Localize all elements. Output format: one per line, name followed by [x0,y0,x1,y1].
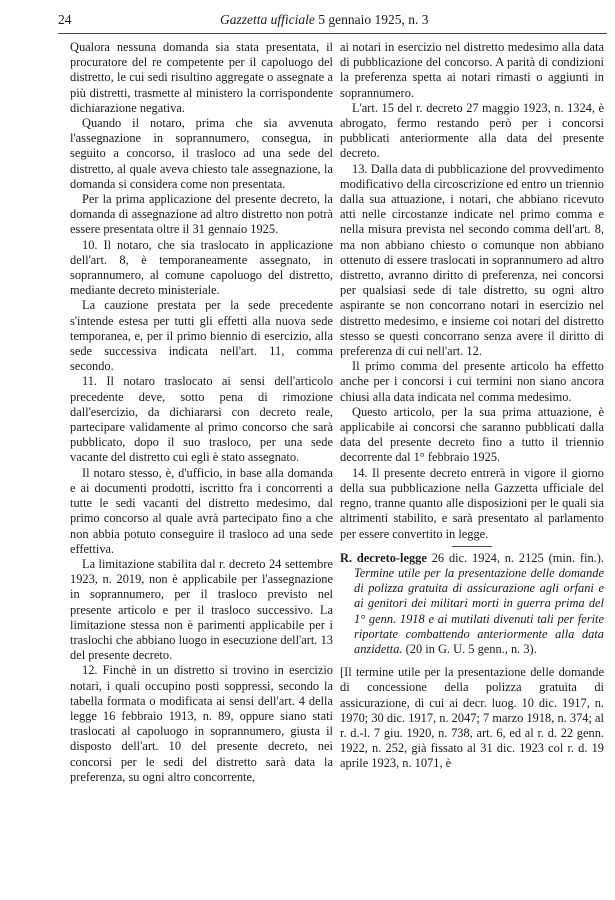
issue-info: 5 gennaio 1925, n. 3 [318,12,429,27]
article-14: 14. Il presente decreto entrerà in vigore il giorno della sua pubblicazione nella Gazzetta ufficiale del regno, tranne quanto alle disposizioni per le quali sia altrimenti stabilito, e sarà presentato al parlamento per essere convertito in legge. [340,465,604,541]
article-11: 11. Il notaro traslocato ai sensi dell'articolo precedente deve, sotto pena di rimozione dall'esercizio, da dichiararsi con decreto reale, partecipare validamente al primo concorso che sarà pubblicato, dopo il suo trasloco, per una sede vacante del distretto cui egli è stato assegnato. [70,374,333,465]
decree-title: Termine utile per la presentazione delle domande di polizza gratuita di assicurazione agli orfani e ai genitori dei militari morti in guerra prima del 1° genn. 1918 e ai mutilati divenuti tali per ferite riportate combattendo anteriormente alla data anzidetta. [354,565,604,656]
article-10: 10. Il notaro, che sia traslocato in applicazione dell'art. 8, è temporaneamente assegnato, in soprannumero, al comune capoluogo del distretto, mediante decreto ministeriale. [70,237,333,298]
section-divider [452,546,492,547]
paragraph: Qualora nessuna domanda sia stata presentata, il procuratore del re competente per il capoluogo del distretto, le cui sedi risultino aggregate o assegnate a più distretti, trasmette al ministero la corrispondente dichiarazione negativa. [70,40,333,115]
paragraph: L'art. 15 del r. decreto 27 maggio 1923, n. 1324, è abrogato, fermo restando però per i concorsi pubblicati anteriormente alla data del presente decreto. [340,100,604,161]
header-rule [58,33,607,34]
paragraph: La limitazione stabilita dal r. decreto 24 settembre 1923, n. 2019, non è applicabile per l'assegnazione in soprannumero, per il trasloco previsto nel presente articolo e per il trasloco successivo. La limitazione stessa non è parimenti applicabile per i traslochi che abbiano luogo in esecuzione dell'art. 13 del presente decreto. [70,556,333,663]
decree-lead: R. decreto-legge [340,550,427,565]
paragraph: ai notari in esercizio nel distretto medesimo alla data di pubblicazione del concorso. A parità di condizioni la preferenza spetta ai notari rimasti o aggiunti in soprannumero. [340,40,604,100]
paragraph: Il notaro stesso, è, d'ufficio, in base alla domanda e ai documenti prodotti, iscritto fra i concorrenti a tutte le sedi vacanti del distretto medesimo, dal primo concorso al quale avrà partecipato fino a che non abbia potuto conseguire il trasloco ad una sede effettiva. [70,465,333,556]
paragraph: Questo articolo, per la sua prima attuazione, è applicabile ai concorsi che saranno pubblicati dalla data del presente decreto fino a tutto il triennio decorrente dal 1° febbraio 1925. [340,404,604,465]
page-header [58,12,607,30]
paragraph: La cauzione prestata per la sede precedente s'intende estesa per tutti gli effetti alla nuova sede temporanea, e, per il primo biennio di esercizio, alla sede successiva indicata nell'art. 11, comma secondo. [70,298,333,374]
publication-name: Gazzetta ufficiale [220,12,315,27]
decree-citation: (20 in G. U. 5 genn., n. 3). [405,641,537,656]
article-12: 12. Finchè in un distretto si trovino in esercizio notari, i quali occupino posti soppressi, secondo la tabella formata o modificata ai sensi dell'art. 4 della legge 16 febbraio 1913, n. 89, oppure siano stati traslocati al capoluogo in soprannumero, giusta il disposto dell'art. 10 del presente decreto, nei concorsi per le sedi del distretto sarà data la preferenza, su ogni altro concorrente, [70,663,333,784]
page-number: 24 [58,12,72,27]
article-13: 13. Dalla data di pubblicazione del provvedimento modificativo della circoscrizione ed entro un triennio dalla sua attuazione, i notari, che abbiano ricevuto atti nelle circostanze indicate nel primo comma e nella misura prevista nel secondo comma dell'art. 8, ma non abbiano chiesto o comunque non abbiano ottenuto di essere traslocati in soprannumero ad altro distretto, avranno diritto di preferenza, nei concorsi per qualsiasi sede di tale distretto, su ogni altro aspirante se non concorrano notari in esercizio nel distretto medesimo, e insieme coi notari del distretto stesso se questi concorrano senza avere il diritto di preferenza di cui nell'art. 12. [340,161,604,359]
closing-paragraph: [Il termine utile per la presentazione delle domande di concessione della polizza gratuita di assicurazione, di cui ai decr. luog. 10 dic. 1917, n. 1970; 30 dic. 1917, n. 2047; 7 marzo 1918, n. 374; al r. d.-l. 7 giu. 1920, n. 738, art. 6, ed al r. d. 22 genn. 1922, n. 252, già fissato al 31 dic. 1923 col r. d. 19 aprile 1923, n. 1071, è [340,665,604,771]
right-column [340,40,604,772]
paragraph: Quando il notaro, prima che sia avvenuta l'assegnazione in soprannumero, consegua, in seguito a concorso, il trasloco ad una sede del distretto, al quale aveva chiesto tale assegnazione, la domanda si considera come non presentata. [70,116,333,191]
decree-date-ref: 26 dic. 1924, n. 2125 (min. fin.). [431,550,605,565]
paragraph: Per la prima applicazione del presente decreto, la domanda di assegnazione ad altro distretto non potrà essere presentata oltre il 31 gennaio 1925. [70,192,333,237]
paragraph: Il primo comma del presente articolo ha effetto anche per i concorsi i cui termini non siano ancora chiusi alla data indicata nel comma medesimo. [340,359,604,404]
publication-title [220,12,429,28]
decree-heading [340,551,604,657]
left-column [70,40,333,785]
